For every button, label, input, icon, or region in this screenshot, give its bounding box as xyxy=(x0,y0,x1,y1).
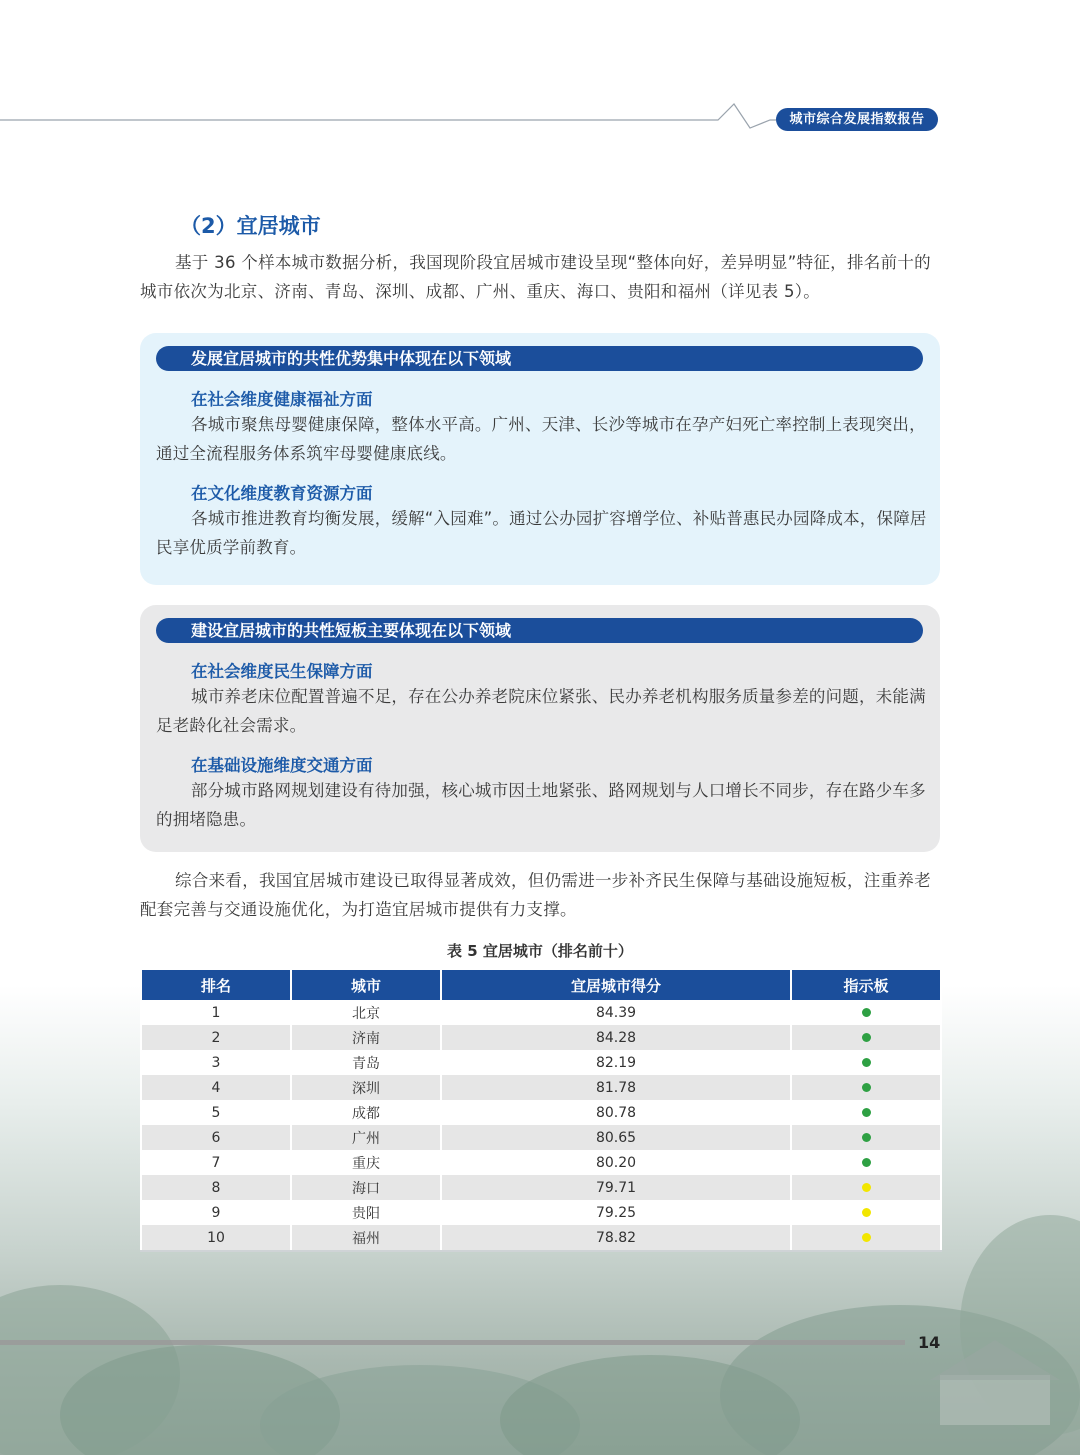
table-row xyxy=(141,1175,941,1200)
advantages-box xyxy=(140,333,940,585)
indicator-cell xyxy=(791,1100,941,1125)
indicator-cell xyxy=(791,1150,941,1175)
header-indicator: 指示板 xyxy=(791,970,941,1000)
indicator-dot-icon xyxy=(862,1008,871,1017)
score-cell: 84.39 xyxy=(441,1000,791,1025)
weakness-text-transport: 部分城市路网规划建设有待加强，核心城市因土地紧张、路网规划与人口增长不同步，存在路少车多的拥堵隐患。 xyxy=(156,781,926,829)
header-rank: 排名 xyxy=(141,970,291,1000)
section-heading: （2）宜居城市 xyxy=(180,214,321,238)
indicator-dot-icon xyxy=(862,1158,871,1167)
advantage-subtitle-health: 在社会维度健康福祉方面 xyxy=(191,390,373,409)
indicator-cell xyxy=(791,1125,941,1150)
indicator-cell xyxy=(791,1000,941,1025)
score-cell: 79.71 xyxy=(441,1175,791,1200)
table-row xyxy=(141,1000,941,1025)
table-row xyxy=(141,1050,941,1075)
weaknesses-title: 建设宜居城市的共性短板主要体现在以下领域 xyxy=(156,618,923,643)
header-city: 城市 xyxy=(291,970,441,1000)
city-cell: 海口 xyxy=(291,1175,441,1200)
rank-cell: 1 xyxy=(141,1000,291,1025)
indicator-dot-icon xyxy=(862,1133,871,1142)
rank-cell: 9 xyxy=(141,1200,291,1225)
city-cell: 北京 xyxy=(291,1000,441,1025)
rank-cell: 4 xyxy=(141,1075,291,1100)
table-row xyxy=(141,1025,941,1050)
table-row xyxy=(141,1200,941,1225)
header-score: 宜居城市得分 xyxy=(441,970,791,1000)
city-cell: 青岛 xyxy=(291,1050,441,1075)
rank-cell: 5 xyxy=(141,1100,291,1125)
indicator-cell xyxy=(791,1225,941,1251)
intro-paragraph: 基于 36 个样本城市数据分析，我国现阶段宜居城市建设呈现“整体向好，差异明显”特征，排名前十的城市依次为北京、济南、青岛、深圳、成都、广州、重庆、海口、贵阳和福州（详见表 5）。 xyxy=(140,253,931,301)
city-cell: 成都 xyxy=(291,1100,441,1125)
advantage-subtitle-education: 在文化维度教育资源方面 xyxy=(191,484,373,503)
indicator-cell xyxy=(791,1050,941,1075)
table-header-row xyxy=(141,970,941,1000)
weakness-subtitle-transport: 在基础设施维度交通方面 xyxy=(191,756,373,775)
indicator-dot-icon xyxy=(862,1183,871,1192)
city-cell: 济南 xyxy=(291,1025,441,1050)
rank-cell: 3 xyxy=(141,1050,291,1075)
score-cell: 80.20 xyxy=(441,1150,791,1175)
score-cell: 79.25 xyxy=(441,1200,791,1225)
ranking-table xyxy=(140,970,942,1252)
indicator-dot-icon xyxy=(862,1233,871,1242)
indicator-cell xyxy=(791,1200,941,1225)
city-cell: 贵阳 xyxy=(291,1200,441,1225)
indicator-cell xyxy=(791,1075,941,1100)
report-title-badge: 城市综合发展指数报告 xyxy=(776,108,938,131)
city-cell: 广州 xyxy=(291,1125,441,1150)
table-row xyxy=(141,1225,941,1251)
table-row xyxy=(141,1075,941,1100)
footer-divider-line xyxy=(0,1340,905,1345)
table-row xyxy=(141,1100,941,1125)
score-cell: 80.65 xyxy=(441,1125,791,1150)
indicator-dot-icon xyxy=(862,1083,871,1092)
city-cell: 深圳 xyxy=(291,1075,441,1100)
indicator-cell xyxy=(791,1175,941,1200)
city-cell: 重庆 xyxy=(291,1150,441,1175)
indicator-dot-icon xyxy=(862,1033,871,1042)
table-caption: 表 5 宜居城市（排名前十） xyxy=(447,942,633,960)
weakness-subtitle-welfare: 在社会维度民生保障方面 xyxy=(191,662,373,681)
score-cell: 84.28 xyxy=(441,1025,791,1050)
page-number: 14 xyxy=(918,1333,941,1352)
rank-cell: 2 xyxy=(141,1025,291,1050)
weakness-text-welfare: 城市养老床位配置普遍不足，存在公办养老院床位紧张、民办养老机构服务质量参差的问题，未能满足老龄化社会需求。 xyxy=(156,687,926,735)
score-cell: 81.78 xyxy=(441,1075,791,1100)
indicator-dot-icon xyxy=(862,1058,871,1067)
advantages-title: 发展宜居城市的共性优势集中体现在以下领域 xyxy=(156,346,923,371)
table-row xyxy=(141,1150,941,1175)
city-cell: 福州 xyxy=(291,1225,441,1251)
score-cell: 80.78 xyxy=(441,1100,791,1125)
rank-cell: 6 xyxy=(141,1125,291,1150)
advantage-text-education: 各城市推进教育均衡发展，缓解“入园难”。通过公办园扩容增学位、补贴普惠民办园降成本，保障居民享优质学前教育。 xyxy=(156,509,927,557)
rank-cell: 8 xyxy=(141,1175,291,1200)
table-row xyxy=(141,1125,941,1150)
indicator-dot-icon xyxy=(862,1208,871,1217)
indicator-cell xyxy=(791,1025,941,1050)
score-cell: 82.19 xyxy=(441,1050,791,1075)
rank-cell: 7 xyxy=(141,1150,291,1175)
summary-paragraph: 综合来看，我国宜居城市建设已取得显著成效，但仍需进一步补齐民生保障与基础设施短板，注重养老配套完善与交通设施优化，为打造宜居城市提供有力支撑。 xyxy=(140,871,931,919)
advantage-text-health: 各城市聚焦母婴健康保障，整体水平高。广州、天津、长沙等城市在孕产妇死亡率控制上表现突出，通过全流程服务体系筑牢母婴健康底线。 xyxy=(156,415,926,463)
indicator-dot-icon xyxy=(862,1108,871,1117)
score-cell: 78.82 xyxy=(441,1225,791,1251)
weaknesses-box xyxy=(140,605,940,852)
rank-cell: 10 xyxy=(141,1225,291,1251)
